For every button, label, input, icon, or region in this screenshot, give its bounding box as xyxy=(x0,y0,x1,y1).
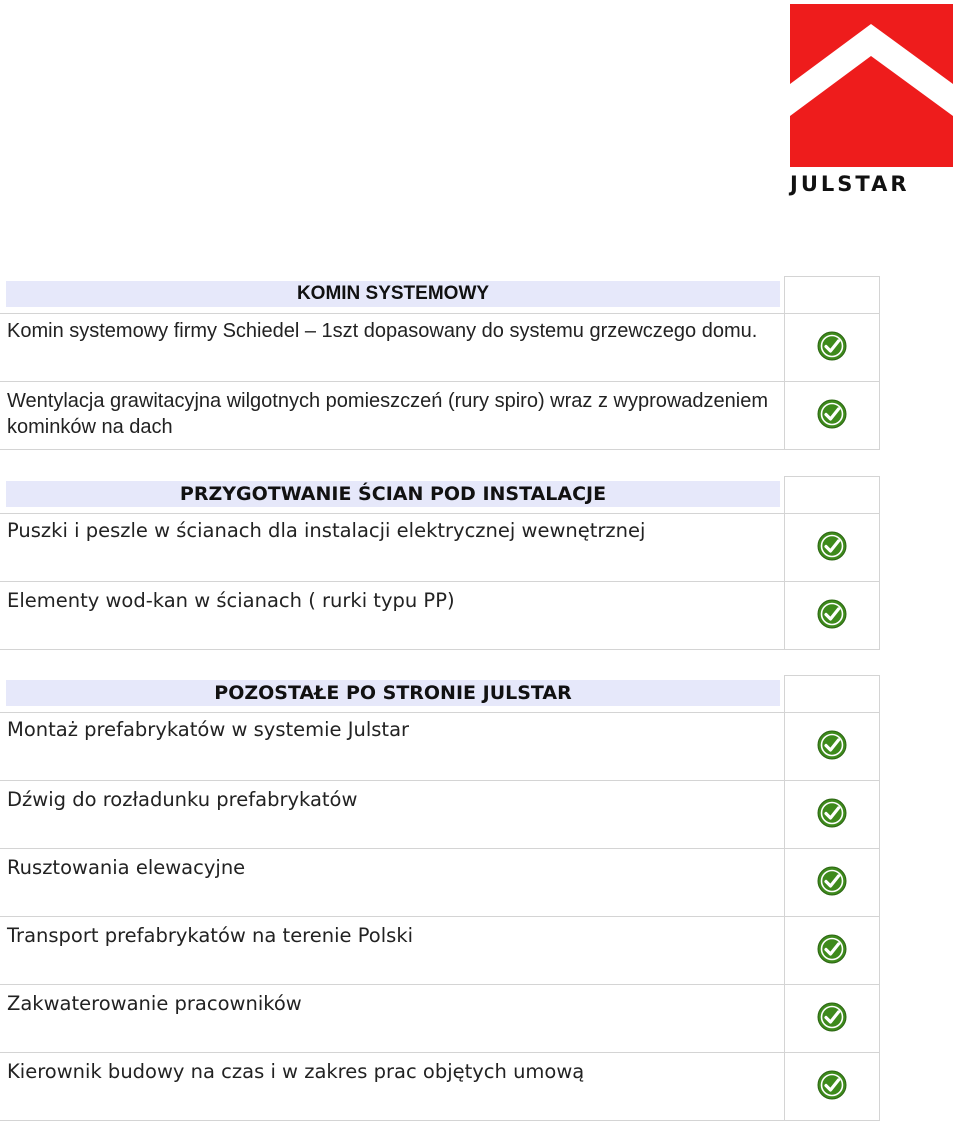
table-row xyxy=(0,713,880,781)
item-text: Transport prefabrykatów na terenie Polski xyxy=(7,924,414,947)
table-row xyxy=(0,514,880,582)
section-komin-systemowy xyxy=(0,276,880,450)
section-table xyxy=(0,476,880,650)
logo-wordmark: JULSTAR xyxy=(790,172,910,196)
table-row xyxy=(0,314,880,382)
table-row xyxy=(0,917,880,985)
item-text: Zakwaterowanie pracowników xyxy=(7,992,302,1015)
table-row xyxy=(0,382,880,450)
logo-chevron-icon xyxy=(790,4,953,167)
section-pozostale-julstar xyxy=(0,675,880,1121)
item-text: Rusztowania elewacyjne xyxy=(7,856,246,879)
section-header-row xyxy=(0,277,880,314)
section-table xyxy=(0,675,880,1121)
checkmark-icon xyxy=(817,531,847,561)
item-text: Komin systemowy firmy Schiedel – 1szt dopasowany do systemu grzewczego domu. xyxy=(7,320,758,342)
checkmark-icon xyxy=(817,730,847,760)
checkmark-icon xyxy=(817,934,847,964)
item-text: Wentylacja grawitacyjna wilgotnych pomieszczeń (rury spiro) wraz z wyprowadzeniem kominków na dach xyxy=(7,390,769,438)
checkmark-icon xyxy=(817,866,847,896)
checkmark-icon xyxy=(817,1070,847,1100)
item-text: Montaż prefabrykatów w systemie Julstar xyxy=(7,718,410,741)
section-title: KOMIN SYSTEMOWY xyxy=(6,281,780,307)
julstar-logo xyxy=(790,4,955,198)
table-row xyxy=(0,582,880,650)
section-header-row xyxy=(0,477,880,514)
item-text: Elementy wod-kan w ścianach ( rurki typu PP) xyxy=(7,589,455,612)
section-title: PRZYGOTWANIE ŚCIAN POD INSTALACJE xyxy=(6,481,780,507)
section-title: POZOSTAŁE PO STRONIE JULSTAR xyxy=(6,680,780,706)
item-text: Kierownik budowy na czas i w zakres prac objętych umową xyxy=(7,1060,585,1083)
section-table xyxy=(0,276,880,450)
table-row xyxy=(0,849,880,917)
section-przygotowanie-scian xyxy=(0,476,880,650)
checkmark-icon xyxy=(817,1002,847,1032)
table-row xyxy=(0,1053,880,1121)
checkmark-icon xyxy=(817,331,847,361)
item-text: Dźwig do rozładunku prefabrykatów xyxy=(7,788,358,811)
table-row xyxy=(0,985,880,1053)
table-row xyxy=(0,781,880,849)
checkmark-icon xyxy=(817,599,847,629)
checkmark-icon xyxy=(817,399,847,429)
item-text: Puszki i peszle w ścianach dla instalacji elektrycznej wewnętrznej xyxy=(7,519,646,542)
section-header-row xyxy=(0,676,880,713)
checkmark-icon xyxy=(817,798,847,828)
